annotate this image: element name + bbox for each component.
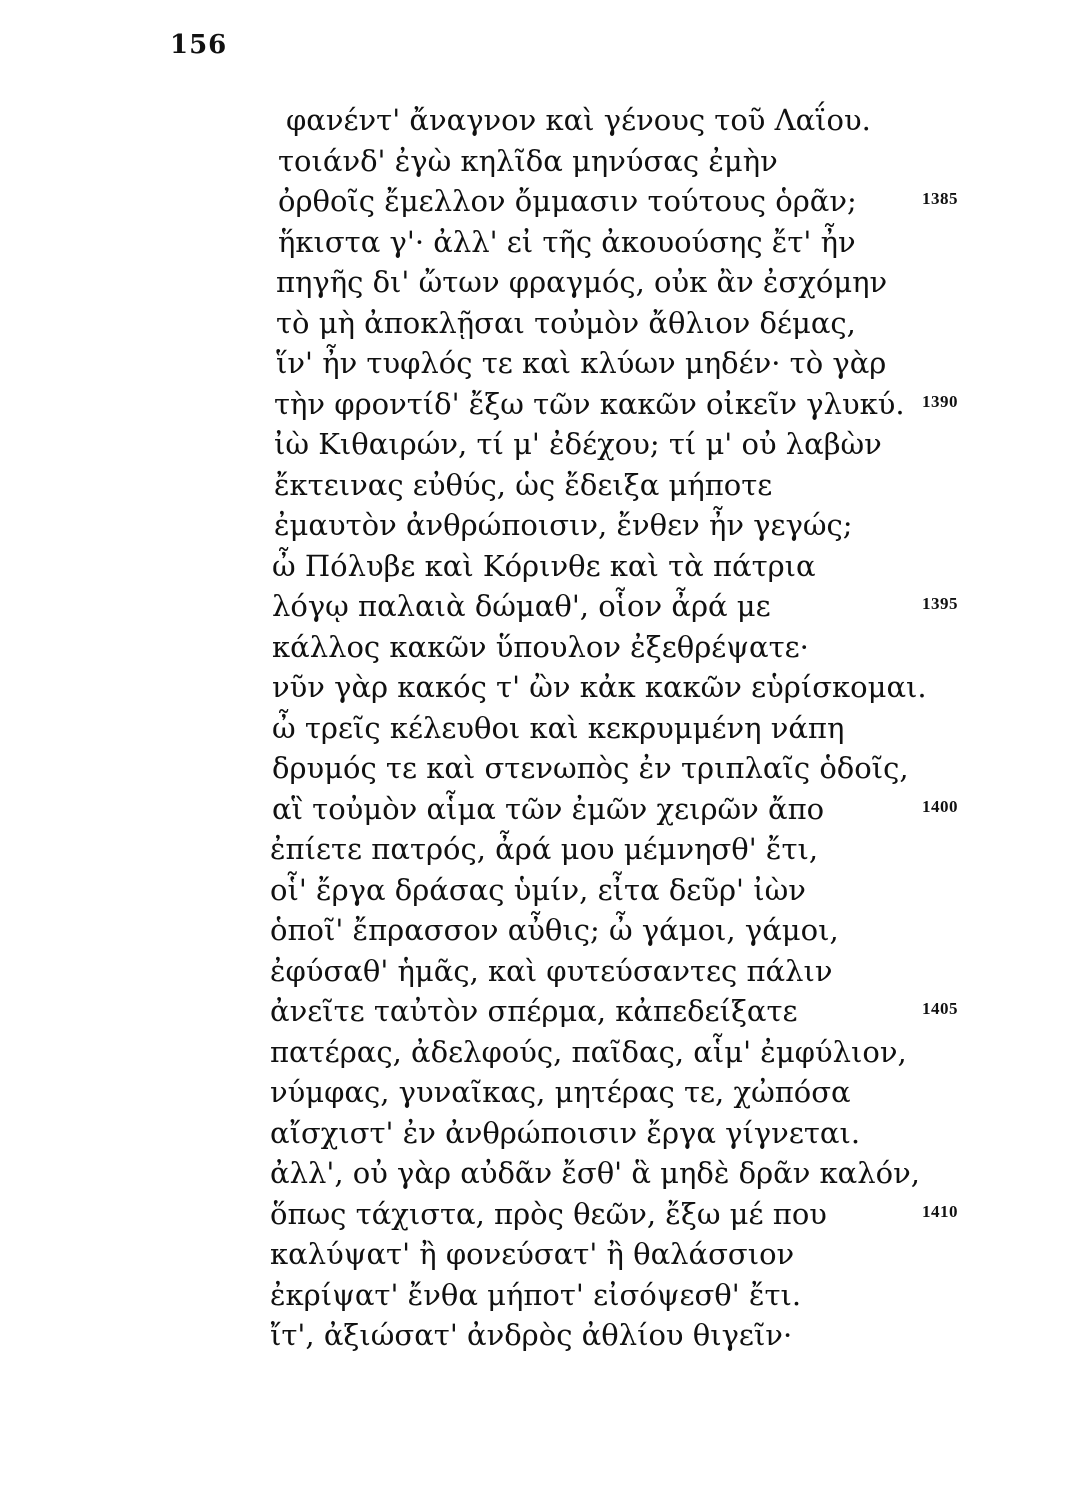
verse-line [0, 1032, 1077, 1072]
verse-text: ὦ τρεῖς κέλευθοι καὶ κεκρυμμένη νάπη [272, 710, 845, 745]
verse-text: λόγῳ παλαιὰ δώμαθ', οἷον ἆρά με [272, 589, 771, 623]
line-number: 1405 [922, 999, 958, 1018]
verse-text: ἴτ', ἀξιώσατ' ἀνδρὸς ἀθλίου θιγεῖν· [270, 1318, 793, 1352]
verse-text: ὦ Πόλυβε καὶ Κόρινθε καὶ τὰ πάτρια [272, 548, 816, 583]
verse-text: κάλλος κακῶν ὕπουλον ἐξεθρέψατε· [272, 629, 809, 664]
line-number: 1390 [922, 391, 958, 411]
page-number: 156 [170, 30, 228, 60]
verse-line [0, 829, 1077, 869]
verse-line [0, 870, 1077, 910]
verse-line [0, 627, 1077, 667]
verse-line [0, 343, 1077, 383]
verse-line [0, 222, 1077, 262]
verse-line [0, 181, 1077, 221]
verse-text: ἐφύσαθ' ἡμᾶς, καὶ φυτεύσαντες πάλιν [270, 953, 833, 988]
verse-text: ἀλλ', οὐ γὰρ αὐδᾶν ἔσθ' ἃ μηδὲ δρᾶν καλόν, [270, 1156, 920, 1190]
verse-line [0, 505, 1077, 545]
verse-text: πατέρας, ἀδελφούς, παῖδας, αἷμ' ἐμφύλιον, [270, 1034, 907, 1069]
verse-text: τὴν φροντίδ' ἔξω τῶν κακῶν οἰκεῖν γλυκύ. [274, 386, 905, 421]
verse-text: ἐκρίψατ' ἔνθα μήποτ' εἰσόψεσθ' ἔτι. [270, 1277, 802, 1312]
line-number: 1385 [922, 189, 958, 208]
verse-line [0, 991, 1077, 1031]
verse-text: ἐπίετε πατρός, ἆρά μου μέμνησθ' ἔτι, [270, 832, 819, 866]
verse-line [0, 910, 1077, 950]
verse-line [0, 141, 1077, 181]
verse-line [0, 546, 1077, 586]
verse-text: νύμφας, γυναῖκας, μητέρας τε, χὠπόσα [270, 1075, 851, 1109]
verse-text: ἐμαυτὸν ἀνθρώποισιν, ἔνθεν ἦν γεγώς; [274, 508, 853, 542]
verse-line [0, 384, 1077, 424]
verse-text: καλύψατ' ἢ φονεύσατ' ἢ θαλάσσιον [270, 1237, 795, 1271]
verse-line [0, 748, 1077, 788]
verse-text: ἵν' ἦν τυφλός τε καὶ κλύων μηδέν· τὸ γὰρ [276, 346, 887, 380]
verse-text: δρυμός τε καὶ στενωπὸς ἐν τριπλαῖς ὁδοῖς, [272, 751, 909, 785]
verse-line [0, 303, 1077, 343]
verse-line [0, 1153, 1077, 1193]
line-number: 1410 [922, 1201, 958, 1221]
verse-text: οἷ' ἔργα δράσας ὑμίν, εἶτα δεῦρ' ἰὼν [270, 872, 806, 907]
verse-line [0, 1315, 1077, 1355]
verse-line [0, 951, 1077, 991]
verse-line [0, 708, 1077, 748]
verse-line [0, 1234, 1077, 1274]
verse-text: φανέντ' ἄναγνον καὶ γένους τοῦ Λαΐου. [286, 103, 871, 137]
verse-line [0, 789, 1077, 829]
verse-text: αἳ τοὐμὸν αἷμα τῶν ἐμῶν χειρῶν ἄπο [272, 791, 825, 826]
verse-line [0, 1194, 1077, 1234]
verse-text: ἥκιστα γ'· ἀλλ' εἰ τῆς ἀκουούσης ἔτ' ἦν [278, 224, 856, 259]
verse-line [0, 100, 1077, 140]
verse-line [0, 586, 1077, 626]
verse-line [0, 1275, 1077, 1315]
verse-text: τοιάνδ' ἐγὼ κηλῖδα μηνύσας ἐμὴν [278, 143, 778, 178]
verse-line [0, 262, 1077, 302]
verse-text: ἀνεῖτε ταὐτὸν σπέρμα, κἀπεδείξατε [270, 994, 798, 1028]
line-number: 1395 [922, 594, 958, 613]
verse-text: ὁποῖ' ἔπρασσον αὖθις; ὦ γάμοι, γάμοι, [270, 913, 839, 947]
verse-text: ἔκτεινας εὐθύς, ὡς ἔδειξα μήποτε [274, 467, 773, 502]
verse-line [0, 667, 1077, 707]
verse-line [0, 1072, 1077, 1112]
line-number: 1400 [922, 796, 958, 816]
verse-line [0, 1113, 1077, 1153]
verse-text: ὅπως τάχιστα, πρὸς θεῶν, ἔξω μέ που [270, 1196, 827, 1231]
verse-text: αἴσχιστ' ἐν ἀνθρώποισιν ἔργα γίγνεται. [270, 1115, 861, 1150]
verse-text: πηγῆς δι' ὤτων φραγμός, οὐκ ἂν ἐσχόμην [276, 265, 888, 299]
verse-text: νῦν γὰρ κακός τ' ὢν κἀκ κακῶν εὑρίσκομαι. [272, 670, 927, 704]
verse-text: ὀρθοῖς ἔμελλον ὄμμασιν τούτους ὁρᾶν; [278, 184, 857, 218]
verse-text: τὸ μὴ ἀποκλῇσαι τοὐμὸν ἄθλιον δέμας, [276, 305, 856, 340]
verse-line [0, 424, 1077, 464]
verse-text: ἰὼ Κιθαιρών, τί μ' ἐδέχου; τί μ' οὐ λαβὼν [274, 427, 882, 461]
verse-line [0, 465, 1077, 505]
